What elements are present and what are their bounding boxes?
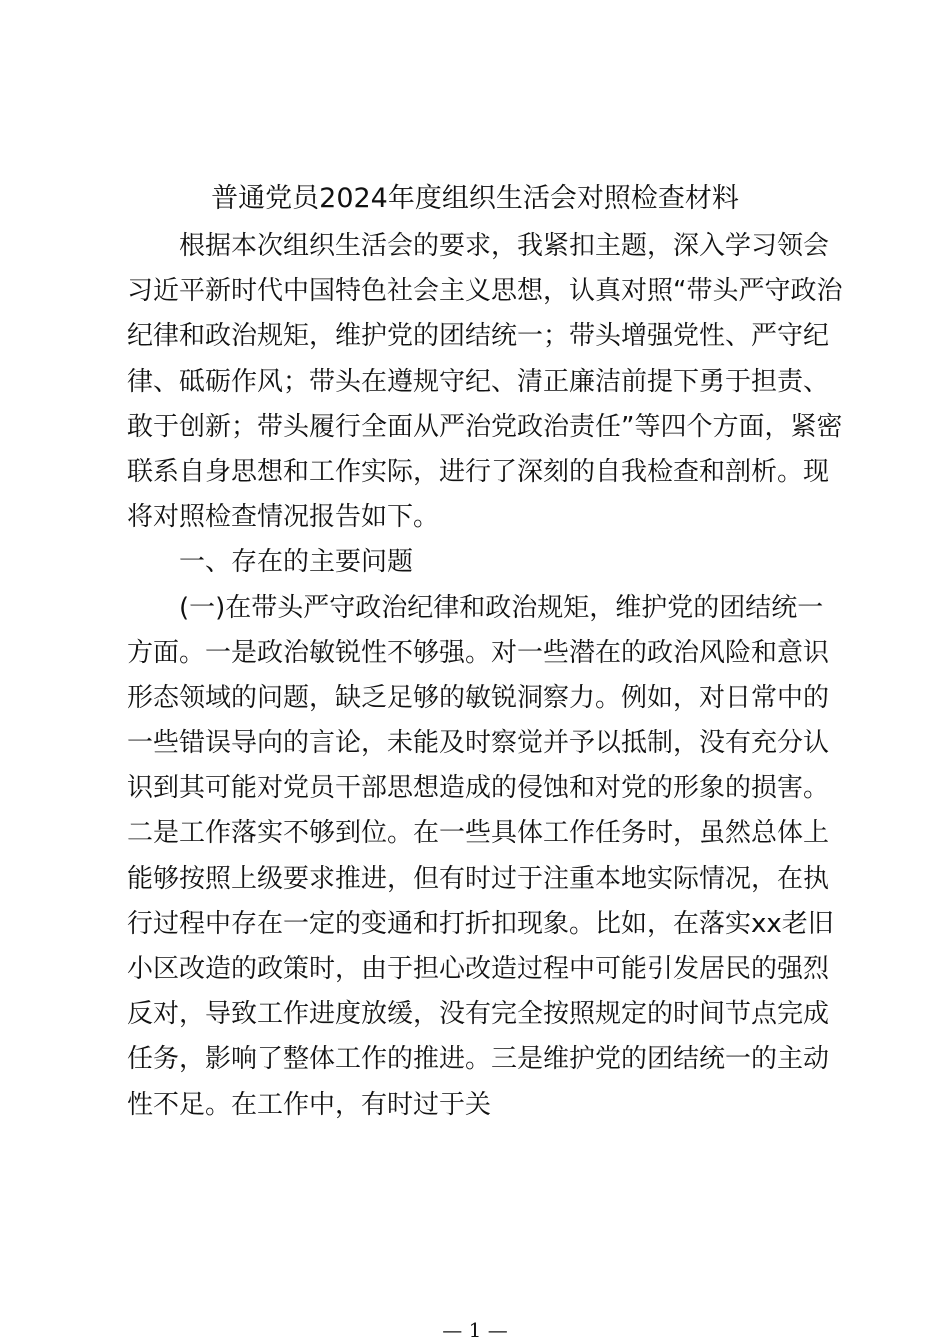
body-line: 形态领域的问题，缺乏足够的敏锐洞察力。例如，对日常中的 xyxy=(127,682,830,713)
document-body xyxy=(127,224,843,1128)
body-line: 方面。一是政治敏锐性不够强。对一些潜在的政治风险和意识 xyxy=(127,637,830,668)
body-line: 识到其可能对党员干部思想造成的侵蚀和对党的形象的损害。 xyxy=(127,773,830,804)
body-line: 联系自身思想和工作实际，进行了深刻的自我检查和剖析。现 xyxy=(127,456,830,487)
document-title: 普通党员2024年度组织生活会对照检查材料 xyxy=(211,183,739,214)
body-line: 纪律和政治规矩，维护党的团结统一；带头增强党性、严守纪 xyxy=(127,321,830,352)
body-line: 律、砥砺作风；带头在遵规守纪、清正廉洁前提下勇于担责、 xyxy=(127,366,830,397)
section-heading: 一、存在的主要问题 xyxy=(179,547,414,578)
body-line: 将对照检查情况报告如下。 xyxy=(127,502,440,533)
page-number: — 1 — xyxy=(442,1318,508,1342)
body-line: 行过程中存在一定的变通和打折扣现象。比如，在落实xx老旧 xyxy=(127,908,834,939)
body-line: 能够按照上级要求推进，但有时过于注重本地实际情况，在执 xyxy=(127,863,830,894)
body-line: 习近平新时代中国特色社会主义思想，认真对照“带头严守政治 xyxy=(127,276,843,307)
body-line: 二是工作落实不够到位。在一些具体工作任务时，虽然总体上 xyxy=(127,818,830,849)
body-line: 根据本次组织生活会的要求，我紧扣主题，深入学习领会 xyxy=(179,231,830,261)
body-line: (一)在带头严守政治纪律和政治规矩，维护党的团结统一 xyxy=(179,592,824,623)
body-line: 小区改造的政策时，由于担心改造过程中可能引发居民的强烈 xyxy=(127,954,830,984)
body-line: 反对，导致工作进度放缓，没有完全按照规定的时间节点完成 xyxy=(127,999,830,1030)
body-line: 性不足。在工作中，有时过于关 xyxy=(127,1089,492,1120)
body-line: 任务，影响了整体工作的推进。三是维护党的团结统一的主动 xyxy=(127,1044,830,1075)
body-line: 一些错误导向的言论，未能及时察觉并予以抵制，没有充分认 xyxy=(127,728,830,759)
body-line: 敢于创新；带头履行全面从严治党政治责任”等四个方面，紧密 xyxy=(127,411,843,442)
